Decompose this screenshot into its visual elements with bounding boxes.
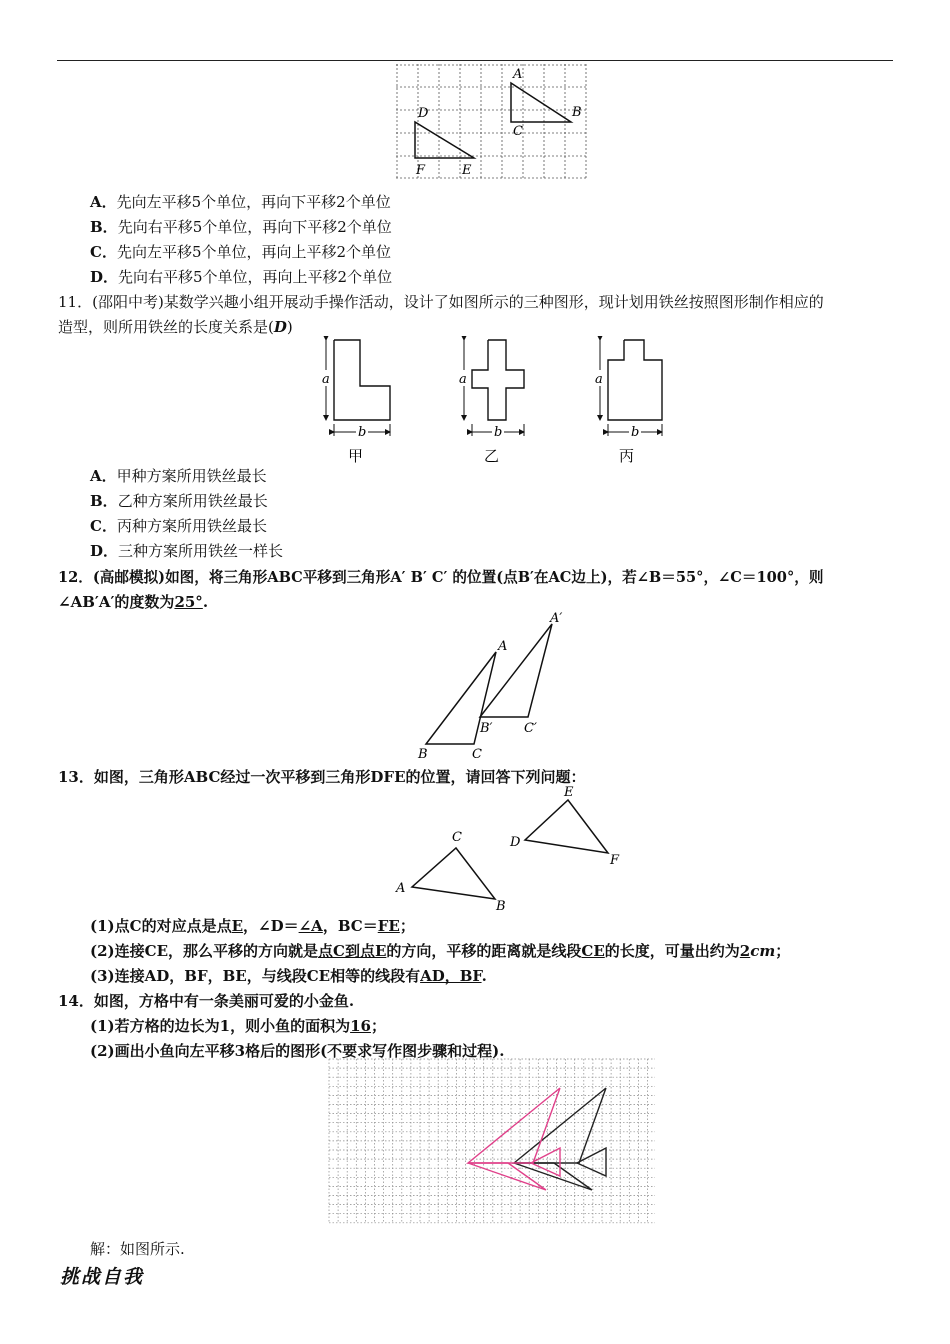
q10-option-a: A．先向左平移5个单位，再向下平移2个单位 — [90, 193, 391, 211]
label-E: E — [564, 785, 574, 800]
label-D: D — [510, 835, 521, 850]
q11-option-d: D．三种方案所用铁丝一样长 — [90, 542, 284, 560]
section-heading: 挑战自我 — [60, 1266, 145, 1288]
dim-b-yi: b — [494, 425, 503, 440]
dim-b-jia: b — [358, 425, 367, 440]
dim-a-bing: a — [595, 372, 603, 387]
q10-figure — [396, 64, 588, 180]
fish-translated — [468, 1088, 560, 1163]
label-C-prime: C′ — [524, 721, 537, 736]
triangle-abc — [511, 83, 571, 122]
fish-translated-tail — [468, 1163, 546, 1190]
label-F: F — [416, 163, 426, 178]
q14-stem: 14．如图，方格中有一条美丽可爱的小金鱼. — [58, 992, 355, 1010]
label-A-prime: A′ — [550, 611, 563, 626]
label-A: A — [513, 67, 523, 82]
top-rule — [57, 60, 893, 61]
caption-bing: 丙 — [619, 447, 635, 465]
q13-part2: (2)连接CE，那么平移的方向就是点C到点E的方向，平移的距离就是线段CE的长度，可量出约为2cm； — [90, 942, 791, 960]
q10-option-b: B．先向右平移5个单位，再向下平移2个单位 — [90, 218, 392, 236]
label-F: F — [610, 853, 620, 868]
fish-original-tail — [514, 1163, 592, 1190]
q11-option-a: A．甲种方案所用铁丝最长 — [90, 467, 267, 485]
q11-stem-line1: 11．(邵阳中考)某数学兴趣小组开展动手操作活动，设计了如图所示的三种图形，现计划用铁丝按照图形制作相应的 — [58, 293, 824, 311]
label-B: B — [418, 747, 428, 762]
dim-a-jia: a — [322, 372, 330, 387]
label-A: A — [498, 639, 508, 654]
q13-stem: 13．如图，三角形ABC经过一次平移到三角形DFE的位置，请回答下列问题： — [58, 768, 586, 786]
q11-figures — [318, 336, 678, 466]
label-B: B — [496, 899, 506, 914]
q12-stem-line1: 12．(高邮模拟)如图，将三角形ABC平移到三角形A′ B′ C′ 的位置(点B′在AC边上)，若∠B＝55°，∠C＝100°，则 — [58, 569, 824, 586]
q13-part1: (1)点C的对应点是点E，∠D＝∠A，BC＝FE； — [90, 917, 415, 935]
q12-stem-line2: ∠AB′A′的度数为25°. — [58, 593, 209, 611]
q13-part3: (3)连接AD，BF，BE，与线段CE相等的线段有AD，BF. — [90, 967, 487, 985]
q12-figure — [410, 606, 580, 766]
dim-b-bing: b — [631, 425, 640, 440]
triangle-dfe — [525, 800, 608, 853]
dim-a-yi: a — [459, 372, 467, 387]
fish-translated-fin — [531, 1148, 560, 1176]
caption-yi: 乙 — [484, 447, 500, 465]
label-D: D — [418, 106, 429, 121]
label-A: A — [396, 881, 406, 896]
q11-stem-line2: 造型，则所用铁丝的长度关系是(D) — [58, 318, 293, 336]
q11-option-c: C．丙种方案所用铁丝最长 — [90, 517, 267, 535]
shape-jia — [326, 340, 390, 436]
q10-option-d: D．先向右平移5个单位，再向上平移2个单位 — [90, 268, 393, 286]
q10-option-c: C．先向左平移5个单位，再向上平移2个单位 — [90, 243, 392, 261]
label-C: C — [513, 124, 523, 139]
q13-figure — [392, 780, 632, 915]
triangle-a2b2c2 — [480, 624, 552, 717]
q14-part2: (2)画出小鱼向左平移3格后的图形(不要求写作图步骤和过程). — [90, 1042, 505, 1060]
label-E: E — [462, 163, 472, 178]
shape-yi — [464, 340, 524, 436]
triangle-abc — [412, 848, 495, 899]
q14-part1: (1)若方格的边长为1，则小鱼的面积为16； — [90, 1017, 386, 1035]
triangle-def — [415, 122, 474, 158]
q11-option-b: B．乙种方案所用铁丝最长 — [90, 492, 268, 510]
caption-jia: 甲 — [348, 447, 364, 465]
label-C: C — [472, 747, 482, 762]
label-B-prime: B′ — [480, 721, 493, 736]
label-B: B — [572, 105, 582, 120]
shape-bing — [600, 340, 662, 436]
q14-solution: 解：如图所示. — [90, 1240, 185, 1258]
q14-fish-grid — [328, 1058, 656, 1224]
label-C: C — [452, 830, 462, 845]
